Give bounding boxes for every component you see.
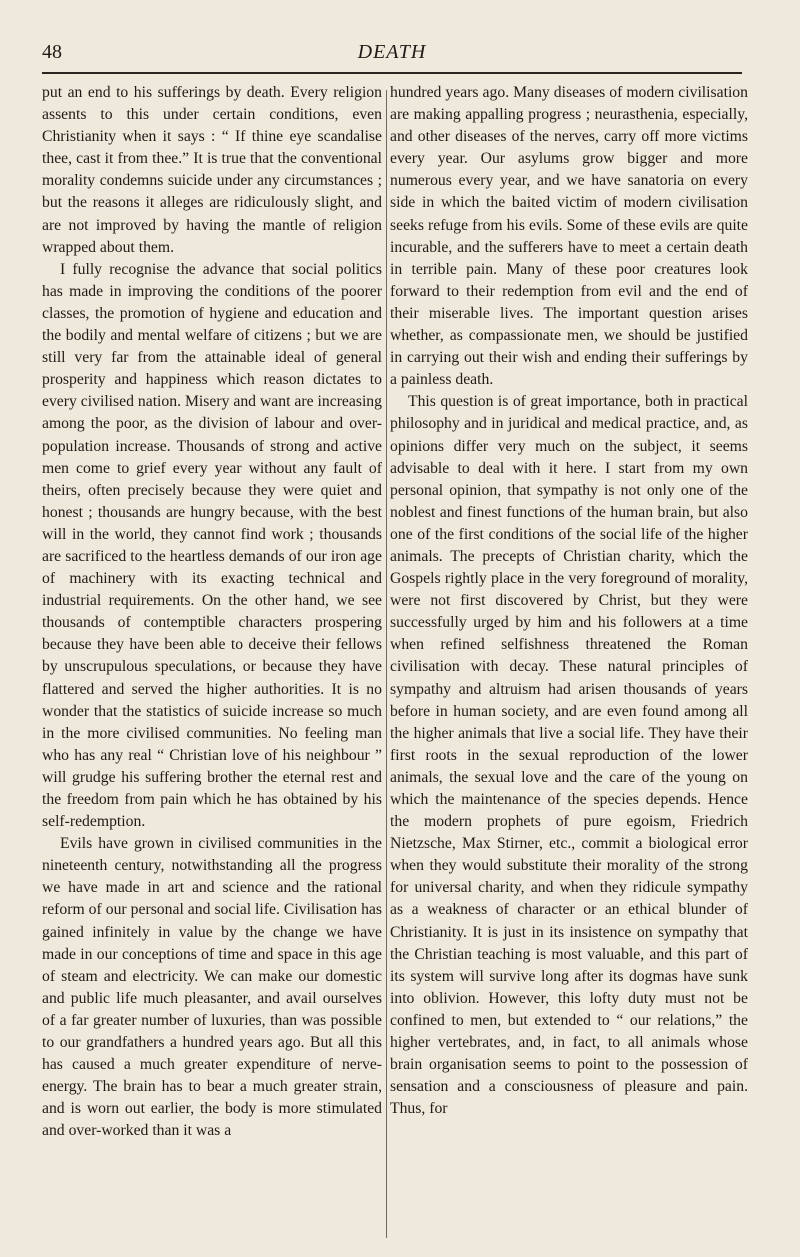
right-paragraph-2: This question is of great importance, both in practical philosophy and in juridical and medical practice, and, as opinions differ very much on the subject, it seems advisable to deal with it here. I start from my own personal opinion, that sympathy is not only one of the noblest and finest functions of the human brain, but also one of the first conditions of the social life of the higher animals. The precepts of Christian charity, which the Gospels rightly place in the very foreground of morality, were not first discovered by Christ, but they were successfully urged by him and his followers at a time when refined selfishness threatened the Roman civilisation with decay. These natural principles of sympathy and altruism had arisen thousands of years before in human society, and are even found among all the higher animals that live a social life. They have their first roots in the sexual reproduction of the lower animals, the sexual love and the care of the young on which the maintenance of the species depends. Hence the modern prophets of pure egoism, Friedrich Nietzsche, Max Stirner, etc., commit a biological error when they would substitute their morality of the strong for universal charity, and when they ridicule sympathy as a weakness of character or an ethical blunder of Christianity. It is just in its insistence on sympathy that the Christian teaching is most valuable, and this part of its system will survive long after its dogmas have sunk into oblivion. However, this lofty duty must not be confined to men, but extended to “ our relations,” the higher vertebrates, and, in fact, to all animals whose brain organisation seems to point to the possession of sensation and a consciousness of pleasure and pain. Thus, for xyxy=(390,393,748,1118)
left-paragraph-1: put an end to his sufferings by death. Every religion assents to this under certain conditions, even Christianity when it says : “ If thine eye scandalise thee, cast it from thee.” It is true that the conventional morality condemns suicide under any circumstances ; but the reasons it alleges are ridiculously slight, and are not improved by having the mantle of religion wrapped about them. xyxy=(42,84,382,256)
right-paragraph-1: hundred years ago. Many diseases of modern civilisation are making appalling progress ; neurasthenia, especially, and other diseases of the nerves, carry off more victims every year. Our asylums grow bigger and more numerous every year, and we have sanatoria on every side in which the baited victim of modern civilisation seeks refuge from his evils. Some of these evils are quite incurable, and the sufferers have to meet a certain death in terrible pain. Many of these poor creatures look forward to their redemption from evil and the end of their miserable lives. The important question arises whether, as compassionate men, we should be justified in carrying out their wish and ending their sufferings by a painless death. xyxy=(390,84,748,389)
text-columns xyxy=(42,82,752,1247)
column-divider xyxy=(386,90,387,1238)
running-title: DEATH xyxy=(357,41,427,63)
page-number: 48 xyxy=(42,41,62,63)
right-column xyxy=(390,82,748,1120)
left-paragraph-3: Evils have grown in civilised communities in the nineteenth century, notwithstanding all the progress we have made in art and science and the rational reform of our personal and social life. Civilisation has gained infinitely in value by the change we have made in our conceptions of time and space in this age of steam and electricity. We can make our domestic and public life much pleasanter, and avail ourselves of a far greater number of luxuries, than was possible to our grandfathers a hundred years ago. But all this has caused a much greater expenditure of nerve-energy. The brain has to bear a much greater strain, and is worn out earlier, the body is more stimulated and over-worked than it was a xyxy=(42,835,382,1140)
left-column xyxy=(42,82,382,1143)
left-paragraph-2: I fully recognise the advance that social politics has made in improving the conditions of the poorer classes, the promotion of hygiene and education and the bodily and mental welfare of citizens ; but we are still very far from the attainable ideal of general prosperity and happiness which reason dictates to every civilised nation. Misery and want are increasing among the poor, as the division of labour and over-population increase. Thousands of strong and active men come to grief every year without any fault of theirs, often precisely because they were quiet and honest ; thousands are hungry because, with the best will in the world, they cannot find work ; thousands are sacrificed to the heartless demands of our iron age of machinery with its exacting technical and industrial requirements. On the other hand, we see thousands of contemptible characters prospering because they have been able to deceive their fellows by unscrupulous speculations, or because they have flattered and served the higher authorities. It is no wonder that the statistics of suicide increase so much in the more civilised communities. No feeling man who has any real “ Christian love of his neighbour ” will grudge his suffering brother the eternal rest and the freedom from pain which he has obtained by his self-redemption. xyxy=(42,260,382,831)
page-header xyxy=(42,38,742,68)
header-rule xyxy=(42,72,742,74)
